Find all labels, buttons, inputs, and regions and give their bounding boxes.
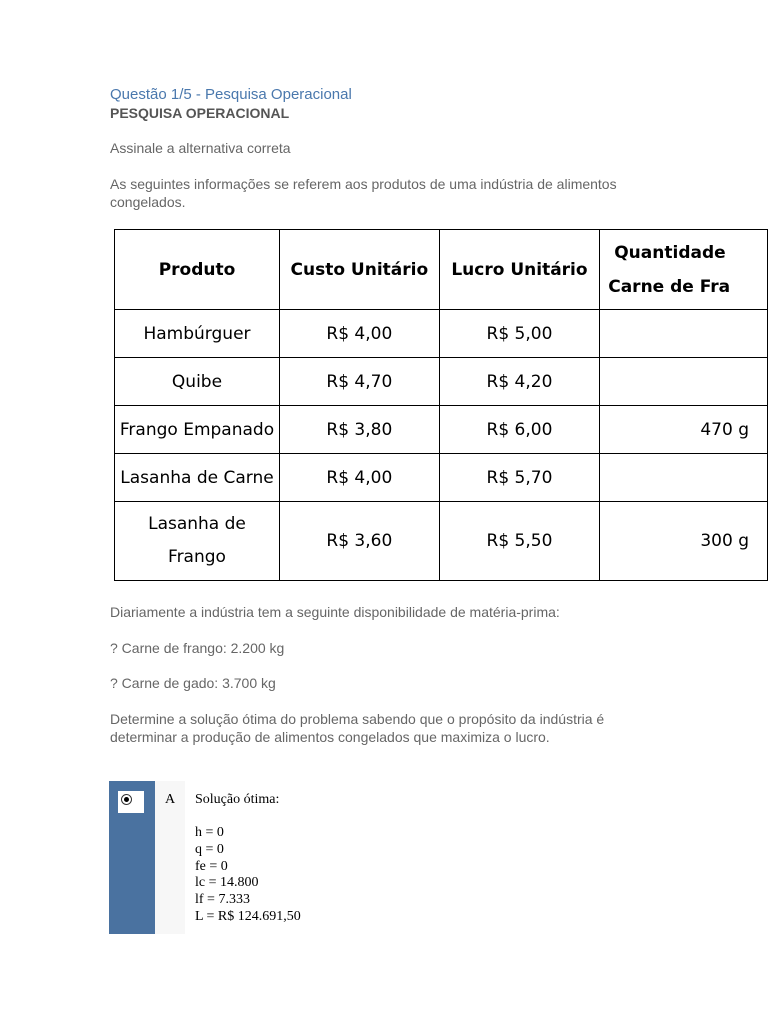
cell-produto-line1: Lasanha de bbox=[148, 514, 246, 534]
cell-produto: Hambúrguer bbox=[115, 310, 280, 358]
question-intro: As seguintes informações se referem aos produtos de uma indústria de alimentos congelados. bbox=[110, 176, 617, 210]
question-instruction: Assinale a alternativa correta bbox=[110, 140, 291, 156]
header-custo: Custo Unitário bbox=[280, 230, 440, 310]
table-row bbox=[115, 502, 768, 581]
cell-custo: R$ 3,60 bbox=[280, 502, 440, 581]
alternative-a-radio[interactable] bbox=[118, 791, 144, 813]
cell-lucro: R$ 4,20 bbox=[439, 358, 600, 406]
solution-line: q = 0 bbox=[195, 841, 224, 857]
table-row bbox=[115, 358, 768, 406]
cell-quantidade: 470 g bbox=[600, 406, 768, 454]
availability-text: Diariamente a indústria tem a seguinte disponibilidade de matéria-prima: bbox=[110, 604, 560, 620]
chicken-availability: ? Carne de frango: 2.200 kg bbox=[110, 640, 285, 656]
cell-custo: R$ 3,80 bbox=[280, 406, 440, 454]
header-produto: Produto bbox=[115, 230, 280, 310]
products-table bbox=[114, 229, 768, 581]
solution-line: fe = 0 bbox=[195, 858, 228, 874]
table-row bbox=[115, 310, 768, 358]
solution-line: lc = 14.800 bbox=[195, 875, 259, 891]
cell-custo: R$ 4,00 bbox=[280, 310, 440, 358]
cell-produto: Frango Empanado bbox=[115, 406, 280, 454]
table-row bbox=[115, 454, 768, 502]
header-quantidade bbox=[600, 230, 768, 310]
cell-lucro: R$ 5,50 bbox=[439, 502, 600, 581]
determine-text: Determine a solução ótima do problema sabendo que o propósito da indústria é determinar a produção de alimentos congelados que maximiza o lucro. bbox=[110, 711, 605, 745]
cell-lucro: R$ 6,00 bbox=[439, 406, 600, 454]
table-header-row bbox=[115, 230, 768, 310]
cell-quantidade bbox=[600, 454, 768, 502]
radio-selected-icon bbox=[121, 794, 132, 805]
cell-produto-line2: Frango bbox=[168, 547, 226, 567]
cell-quantidade: 300 g bbox=[600, 502, 768, 581]
cell-lucro: R$ 5,00 bbox=[439, 310, 600, 358]
solution-line: L = R$ 124.691,50 bbox=[195, 908, 301, 924]
alternative-heading: Solução ótima: bbox=[195, 792, 280, 807]
cell-custo: R$ 4,70 bbox=[280, 358, 440, 406]
solution-line: lf = 7.333 bbox=[195, 892, 250, 908]
cell-quantidade bbox=[600, 358, 768, 406]
header-lucro: Lucro Unitário bbox=[439, 230, 600, 310]
solution-line: h = 0 bbox=[195, 825, 224, 840]
alternative-solution bbox=[195, 825, 301, 926]
table-row bbox=[115, 406, 768, 454]
header-quantidade-line1: Quantidade bbox=[614, 242, 726, 263]
header-quantidade-line2: Carne de Fra bbox=[608, 276, 731, 297]
cell-quantidade bbox=[600, 310, 768, 358]
cell-produto: Quibe bbox=[115, 358, 280, 406]
beef-availability: ? Carne de gado: 3.700 kg bbox=[110, 675, 276, 691]
question-subject: PESQUISA OPERACIONAL bbox=[110, 105, 290, 121]
question-title: Questão 1/5 - Pesquisa Operacional bbox=[110, 86, 352, 103]
cell-produto: Lasanha de Carne bbox=[115, 454, 280, 502]
cell-custo: R$ 4,00 bbox=[280, 454, 440, 502]
cell-lucro: R$ 5,70 bbox=[439, 454, 600, 502]
alternative-letter: A bbox=[165, 792, 176, 807]
cell-produto bbox=[115, 502, 280, 581]
